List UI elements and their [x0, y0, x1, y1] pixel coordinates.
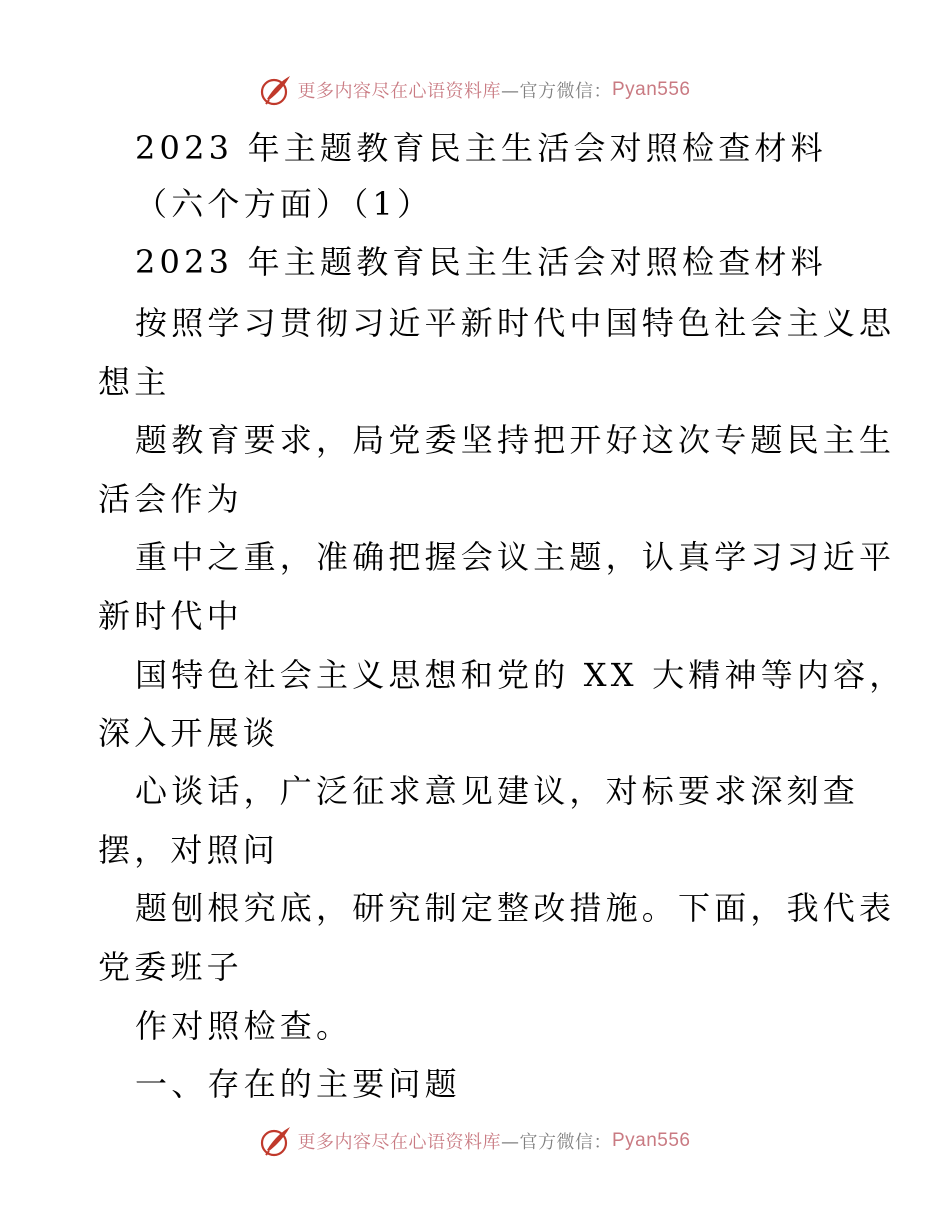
doc-line: 作对照检查。: [135, 1007, 353, 1045]
doc-line: 重中之重，准确把握会议主题，认真学习习近平: [135, 538, 896, 576]
doc-line: 活会作为: [98, 480, 243, 518]
watermark-footer: [0, 1123, 950, 1159]
doc-line: 新时代中: [98, 597, 243, 635]
feather-pen-logo-icon: [259, 1124, 293, 1158]
doc-line-title: 2023 年主题教育民主生活会对照检查材料: [135, 129, 827, 167]
doc-line-heading: 2023 年主题教育民主生活会对照检查材料: [135, 243, 827, 281]
watermark-brand-text: 更多内容尽在心语资料库: [297, 81, 501, 102]
doc-line: 摆，对照问: [98, 831, 280, 869]
watermark-wechat-id: Pyan556: [611, 79, 691, 100]
doc-line-subtitle: （六个方面）（1）: [135, 185, 434, 223]
doc-line: 按照学习贯彻习近平新时代中国特色社会主义思: [135, 304, 896, 342]
doc-line: 国特色社会主义思想和党的 XX 大精神等内容，: [135, 656, 906, 694]
doc-line: 党委班子: [98, 948, 243, 986]
doc-line-section-heading: 一、存在的主要问题: [135, 1065, 461, 1103]
watermark-wechat-id: Pyan556: [611, 1130, 691, 1151]
doc-line: 心谈话，广泛征求意见建议，对标要求深刻查: [135, 772, 860, 810]
watermark-header: [0, 72, 950, 108]
watermark-brand-text: 更多内容尽在心语资料库: [297, 1132, 501, 1153]
feather-pen-logo-icon: [259, 73, 293, 107]
doc-line: 想主: [98, 363, 171, 401]
watermark-separator-text: —官方微信：: [500, 1132, 612, 1153]
watermark-separator-text: —官方微信：: [500, 81, 612, 102]
doc-line: 深入开展谈: [98, 714, 280, 752]
doc-line: 题教育要求，局党委坚持把开好这次专题民主生: [135, 421, 896, 459]
doc-line: 题刨根究底，研究制定整改措施。下面，我代表: [135, 889, 896, 927]
